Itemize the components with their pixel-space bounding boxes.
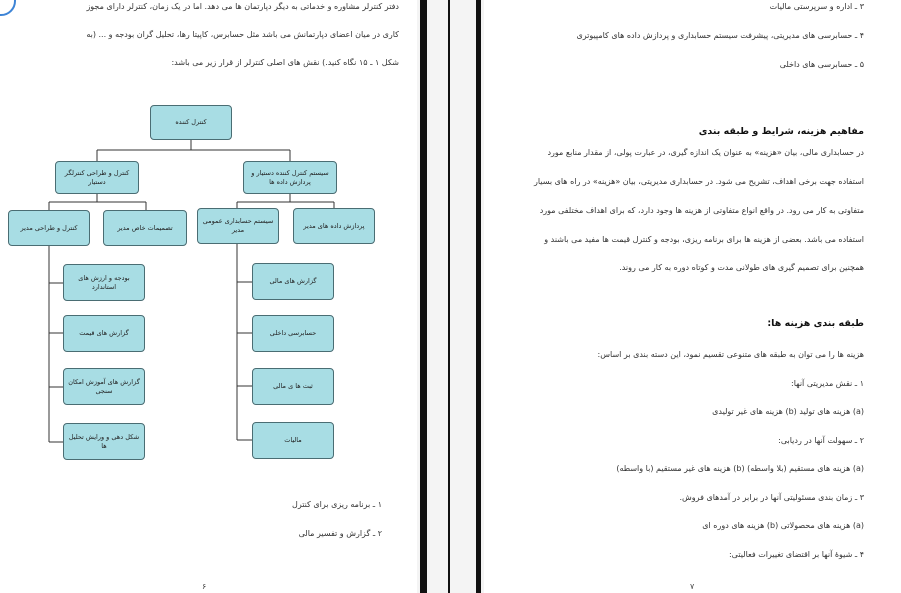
page-gutter [417, 0, 484, 593]
page-edge-left [420, 0, 427, 593]
org-box-financial-records: ثبت ها ی مالی [252, 368, 334, 405]
org-box-data-processing: پردازش داده های مدیر [293, 208, 375, 244]
org-box-assistant-controller: کنترل و طراحی کنترلگر دستیار [55, 161, 139, 194]
intro-line: دفتر کنترلر مشاوره و خدماتی به دیگر دپارتمان ها می دهد. اما در یک زمان، کنترلر دارای مجوز [86, 2, 399, 11]
list-item: (a) هزینه های محصولاتی (b) هزینه های دوره ای [702, 521, 864, 530]
paragraph-line: استفاده می باشد. بعضی از هزینه ها برای برنامه ریزی، بودجه و کنترل قیمت ها مفید می باشند و [544, 235, 864, 244]
list-item: ۵ ـ حسابرسی های داخلی [779, 60, 864, 69]
list-item: ۲ ـ سهولت آنها در ردیابی: [778, 436, 864, 445]
org-box-systems-assistant: سیستم کنترل کننده دستیار و پردازش داده ها [243, 161, 337, 194]
intro-line: شکل ۱ ـ ۱۵ نگاه کنید.) نقش های اصلی کنترلر از قرار زیر می باشد: [171, 58, 399, 67]
paragraph-line: هزینه ها را می توان به طبقه های متنوعی تقسیم نمود، این دسته بندی بر اساس: [597, 350, 864, 359]
paragraph-line: همچنین برای تصمیم گیری های طولانی مدت و کوتاه دوره به کار می روند. [619, 263, 864, 272]
org-box-control-manager: کنترل و طراحی مدیر [8, 210, 90, 246]
list-item: (a) هزینه های مستقیم (بلا واسطه) (b) هزینه های غیر مستقیم (با واسطه) [616, 464, 864, 473]
org-box-feasibility: گزارش های آموزش امکان سنجی [63, 368, 145, 405]
list-item: ۳ ـ اداره و سرپرستی مالیات [769, 2, 864, 11]
list-item: ۴ ـ شیوهٔ آنها بر اقتضای تغییرات فعالیتی: [728, 550, 864, 559]
paragraph-line: در حسابداری مالی، بیان «هزینه» به عنوان یک اندازه گیری، در عبارت پولی، از مقدار منابع مورد [547, 148, 864, 157]
org-box-cost-reports: گزارش های قیمت [63, 315, 145, 352]
list-item: ۲ ـ گزارش و تفسیر مالی [298, 529, 382, 538]
page-edge-right [476, 0, 481, 593]
org-box-general-accounting: سیستم حسابداری عمومی مدیر [197, 208, 279, 244]
org-box-root: کنترل کننده [150, 105, 232, 140]
paragraph-line: استفاده جهت برخی اهداف، تشریح می شود. در حسابداری مدیریتی، بیان «هزینه» در راه های بسیار [533, 177, 864, 186]
org-box-taxes: مالیات [252, 422, 334, 459]
org-box-analysis: شکل دهی و ورایش تحلیل ها [63, 423, 145, 460]
list-item: ۱ ـ برنامه ریزی برای کنترل [292, 500, 382, 509]
list-item: ۳ ـ زمان بندی مسئولیتی آنها در برابر در آمدهای فروش. [679, 493, 864, 502]
org-box-internal-audit: حسابرسی داخلی [252, 315, 334, 352]
section-heading: طبقه بندی هزینه ها: [767, 318, 864, 329]
page-number: ۶ [202, 582, 207, 591]
page-edge-divider [448, 0, 450, 593]
right-page [484, 0, 901, 593]
list-item: ۴ ـ حسابرسی های مدیریتی، پیشرفت سیستم حسابداری و پردازش داده های کامپیوتری [576, 31, 864, 40]
section-heading: مفاهیم هزینه، شرایط و طبقه بندی [698, 126, 864, 137]
org-box-financial-reports: گزارش های مالی [252, 263, 334, 300]
left-page [0, 0, 417, 593]
org-box-budget: بودجه و ارزش های استاندارد [63, 264, 145, 301]
intro-line: کاری در میان اعضای دپارتمانش می باشد مثل حسابرس، کاپیتا رها، تحلیل گران بودجه و ... (به [86, 30, 399, 39]
list-item: ۱ ـ نقش مدیریتی آنها: [791, 379, 864, 388]
org-box-special-decisions: تصمیمات خاص مدیر [103, 210, 187, 246]
paragraph-line: متفاوتی به کار می رود. در واقع انواع متفاوتی از هزینه ها وجود دارد، که برای اهداف مختلفی مورد [539, 206, 864, 215]
list-item: (a) هزینه های تولید (b) هزینه های غیر تولیدی [712, 407, 864, 416]
page-number: ۷ [690, 582, 695, 591]
